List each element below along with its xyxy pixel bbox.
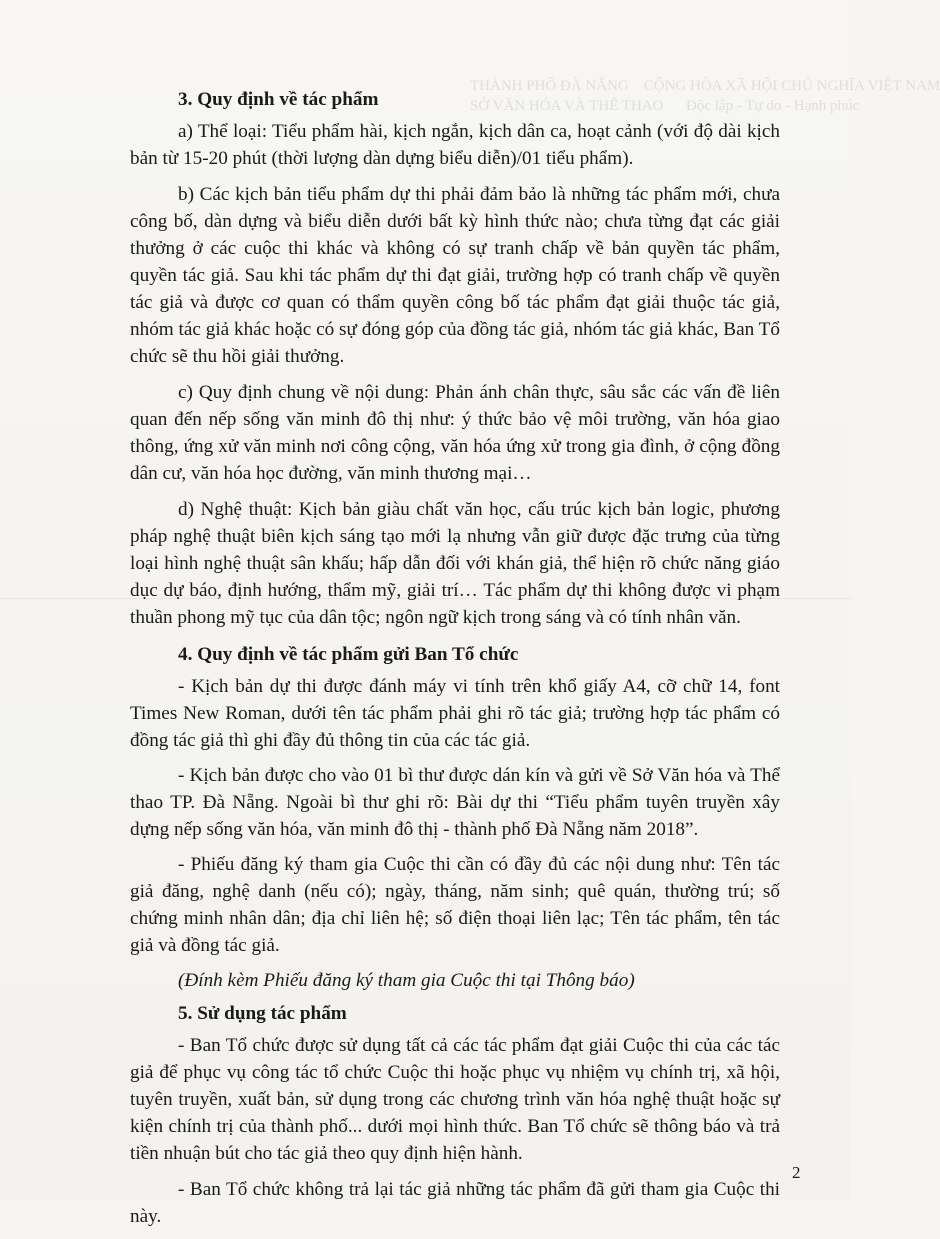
show-through-text: SỞ VĂN HÓA VÀ THỂ THAO Độc lập - Tự do - Hạnh phúc: [470, 98, 860, 114]
section-4: [130, 641, 780, 994]
document-body: [130, 86, 780, 1239]
paragraph: - Ban Tổ chức không trả lại tác giả những tác phẩm đã gửi tham gia Cuộc thi này.: [130, 1179, 780, 1227]
section-5: [130, 1000, 780, 1230]
paragraph: - Ban Tổ chức được sử dụng tất cả các tác phẩm đạt giải Cuộc thi của các tác giả để phục vụ công tác tổ chức Cuộc thi hoặc phục vụ nhiệm vụ chính trị, xã hội, tuyên truyền, xuất bản, sử dụng trong các chương trình văn hóa nghệ thuật hoặc sự kiện chính trị của thành phố... dưới mọi hình thức. Ban Tổ chức sẽ thông báo và trả tiền nhuận bút cho tác giả theo quy định hiện hành.: [130, 1035, 780, 1164]
paragraph: - Phiếu đăng ký tham gia Cuộc thi cần có đầy đủ các nội dung như: Tên tác giả đăng, nghệ danh (nếu có); ngày, tháng, năm sinh; quê quán, thường trú; số chứng minh nhân dân; địa chỉ liên hệ; số điện thoại liên lạc; Tên tác phẩm, tên tác giả và đồng tác giả.: [130, 854, 780, 956]
section-heading: 4. Quy định về tác phẩm gửi Ban Tổ chức: [178, 644, 519, 665]
paragraph: d) Nghệ thuật: Kịch bản giàu chất văn học, cấu trúc kịch bản logic, phương pháp nghệ thuật biên kịch sáng tạo mới lạ nhưng vẫn giữ được đặc trưng của từng loại hình nghệ thuật sân khấu; hấp dẫn đối với khán giả, thể hiện rõ chức năng giáo dục dự báo, định hướng, thẩm mỹ, giải trí… Tác phẩm dự thi không được vi phạm thuần phong mỹ tục của dân tộc; ngôn ngữ kịch trong sáng và có tính nhân văn.: [130, 499, 780, 628]
paragraph: - Kịch bản được cho vào 01 bì thư được dán kín và gửi về Sở Văn hóa và Thể thao TP. Đà Nẵng. Ngoài bì thư ghi rõ: Bài dự thi “Tiểu phẩm tuyên truyền xây dựng nếp sống văn hóa, văn minh đô thị - thành phố Đà Nẵng năm 2018”.: [130, 765, 780, 840]
section-heading: 5. Sử dụng tác phẩm: [178, 1003, 347, 1024]
paragraph: - Kịch bản dự thi được đánh máy vi tính trên khổ giấy A4, cỡ chữ 14, font Times New Roman, dưới tên tác phẩm phải ghi rõ tác giả; trường hợp tác phẩm có đồng tác giả thì ghi đầy đủ thông tin của các tác giả.: [130, 676, 780, 751]
paragraph: b) Các kịch bản tiểu phẩm dự thi phải đảm bảo là những tác phẩm mới, chưa công bố, dàn dựng và biểu diễn dưới bất kỳ hình thức nào; chưa từng đạt các giải thưởng ở các cuộc thi khác và không có sự tranh chấp về bản quyền tác phẩm, quyền tác giả. Sau khi tác phẩm dự thi đạt giải, trường hợp có tranh chấp về quyền tác giả và được cơ quan có thẩm quyền công bố tác phẩm đạt giải thuộc tác giả, nhóm tác giả khác hoặc có sự đóng góp của đồng tác giả, nhóm tác giả khác, Ban Tổ chức sẽ thu hồi giải thưởng.: [130, 184, 780, 367]
paragraph: a) Thể loại: Tiểu phẩm hài, kịch ngắn, kịch dân ca, hoạt cảnh (với độ dài kịch bản từ 15-20 phút (thời lượng dàn dựng biểu diễn)/01 tiểu phẩm).: [130, 121, 780, 169]
show-through-text: THÀNH PHỐ ĐÀ NẴNG CỘNG HÒA XÃ HỘI CHỦ NGHĨA VIỆT NAM: [470, 78, 940, 94]
section-heading: 3. Quy định về tác phẩm: [178, 89, 379, 110]
paragraph: c) Quy định chung về nội dung: Phản ánh chân thực, sâu sắc các vấn đề liên quan đến nếp sống văn minh đô thị như: ý thức bảo vệ môi trường, văn hóa giao thông, ứng xử văn minh nơi công cộng, văn hóa ứng xử trong gia đình, ở cộng đồng dân cư, văn hóa học đường, văn minh thương mại…: [130, 382, 780, 484]
page-number: 2: [792, 1163, 801, 1182]
section-3: [130, 86, 780, 631]
attachment-note: (Đính kèm Phiếu đăng ký tham gia Cuộc thi tại Thông báo): [178, 970, 635, 991]
